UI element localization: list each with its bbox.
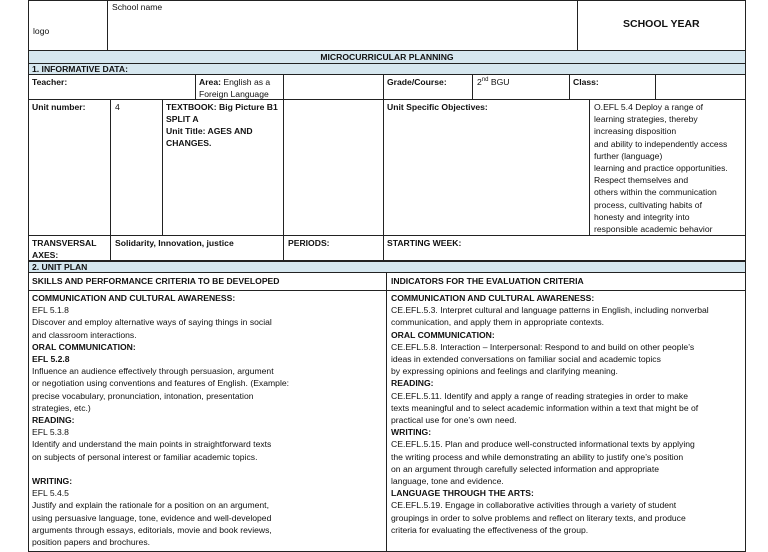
divider xyxy=(28,290,746,291)
unit-number-label: Unit number: xyxy=(32,102,86,112)
skill-line: arguments through essays, editorials, movie and book reviews, xyxy=(32,524,272,535)
unit-number-value: 4 xyxy=(115,102,120,112)
divider xyxy=(110,235,111,261)
unit-title-line2: CHANGES. xyxy=(166,138,212,148)
transversal-label-line2: AXES: xyxy=(32,250,59,260)
divider xyxy=(569,74,570,99)
indicator-line: communication, and apply them in appropriate contexts. xyxy=(391,317,605,328)
skill-line: precise vocabulary, pronunciation, intonation, presentation xyxy=(32,390,254,401)
skill-line: EFL 5.4.5 xyxy=(32,488,69,499)
indicator-line: groupings in order to solve problems and reflect on literary texts, and produce xyxy=(391,512,686,523)
periods-label: PERIODS: xyxy=(288,238,330,248)
divider xyxy=(283,74,284,99)
skill-line: Identify and understand the main points in straightforward texts xyxy=(32,439,272,450)
divider xyxy=(383,74,384,99)
skill-line: position papers and brochures. xyxy=(32,537,151,547)
divider xyxy=(110,99,111,235)
planning-title: MICROCURRICULAR PLANNING xyxy=(320,52,454,62)
divider xyxy=(655,74,656,99)
objective-line: others within the communication xyxy=(594,187,717,198)
skill-line: and classroom interactions. xyxy=(32,329,137,340)
indicators-header: INDICATORS FOR THE EVALUATION CRITERIA xyxy=(391,276,584,286)
logo-placeholder: logo xyxy=(33,26,50,36)
indicator-line: the writing process and while demonstrating an ability to justify one’s position xyxy=(391,451,684,462)
skill-line: COMMUNICATION AND CULTURAL AWARENESS: xyxy=(32,293,236,303)
grade-label: Grade/Course: xyxy=(387,77,447,87)
indicator-line: CE.EFL.5.15. Plan and produce well-constructed informational texts by applying xyxy=(391,439,695,450)
divider xyxy=(283,99,284,235)
textbook-line1: TEXTBOOK: Big Picture B1 xyxy=(166,102,278,112)
indicator-line: by expressing opinions and feelings and clarifying meaning. xyxy=(391,366,618,377)
skill-line: using persuasive language, tone, evidence and well-developed xyxy=(32,512,272,523)
indicator-line: WRITING: xyxy=(391,427,432,438)
divider xyxy=(577,0,578,51)
skill-line: EFL 5.3.8 xyxy=(32,427,69,438)
indicator-line: CE.EFL.5.8. Interaction – Interpersonal: Respond to and build on other people’s xyxy=(391,341,695,352)
transversal-value: Solidarity, Innovation, justice xyxy=(115,238,234,248)
indicator-line: CE.EFL.5.3. Interpret cultural and language patterns in English, including nonverbal xyxy=(391,305,709,316)
indicator-line: LANGUAGE THROUGH THE ARTS: xyxy=(391,488,534,499)
objective-line: learning strategies, thereby xyxy=(594,114,698,125)
indicator-line: CE.EFL.5.11. Identify and apply a range of reading strategies in order to make xyxy=(391,390,688,401)
objective-line: process, cultivating habits of xyxy=(594,199,702,210)
divider xyxy=(383,99,384,235)
skill-line: Influence an audience effectively through persuasion, argument xyxy=(32,366,274,377)
grade-value: 2nd BGU xyxy=(477,77,510,87)
objective-line: increasing disposition xyxy=(594,126,677,137)
skill-line: or negotiation using conventions and features of English. (Example: xyxy=(32,378,290,389)
indicator-line: on an argument through carefully selected information and appropriate xyxy=(391,463,660,474)
skill-line: WRITING: xyxy=(32,476,73,486)
area-label: Area: xyxy=(199,77,221,87)
skill-line: Discover and employ alternative ways of saying things in social xyxy=(32,317,272,328)
objective-line: and ability to independently access xyxy=(594,138,728,149)
section1-title: 1. INFORMATIVE DATA: xyxy=(32,64,128,74)
section2-title: 2. UNIT PLAN xyxy=(32,262,88,272)
skill-line: on subjects of personal interest or familiar academic topics. xyxy=(32,451,258,462)
objective-line: learning and practice opportunities. xyxy=(594,163,728,173)
objective-line: Respect themselves and xyxy=(594,175,689,186)
indicator-line: ORAL COMMUNICATION: xyxy=(391,329,495,340)
school-name-label: School name xyxy=(112,2,163,12)
indicator-line: language, tone and evidence. xyxy=(391,476,504,486)
divider xyxy=(162,99,163,235)
indicator-line: ideas in extended conversations on familiar social and academic topics xyxy=(391,354,661,364)
indicator-line: texts meaningful and to select academic information within a text that might be of xyxy=(391,402,699,413)
school-year-label: SCHOOL YEAR xyxy=(623,18,700,30)
divider xyxy=(195,74,196,99)
teacher-label: Teacher: xyxy=(32,77,68,87)
area-field xyxy=(199,76,270,88)
skills-header: SKILLS AND PERFORMANCE CRITERIA TO BE DEVELOPED xyxy=(32,276,280,286)
indicator-line: COMMUNICATION AND CULTURAL AWARENESS: xyxy=(391,293,595,303)
indicator-line: criteria for evaluating the effectiveness of the group. xyxy=(391,524,589,535)
divider xyxy=(28,99,746,100)
divider xyxy=(107,0,108,51)
unit-title-line1: Unit Title: AGES AND xyxy=(166,126,253,136)
objective-line: O.EFL 5.4 Deploy a range of xyxy=(594,102,704,112)
divider xyxy=(589,99,590,235)
indicator-line: practical use for one’s own need. xyxy=(391,415,517,425)
starting-week-label: STARTING WEEK: xyxy=(387,238,462,248)
area-value: English as a xyxy=(223,77,271,87)
objectives-label: Unit Specific Objectives: xyxy=(387,102,488,112)
divider xyxy=(472,74,473,99)
divider xyxy=(383,235,384,261)
indicator-line: CE.EFL.5.19. Engage in collaborative activities through a variety of student xyxy=(391,500,677,511)
skill-line: Justify and explain the rationale for a position on an argument, xyxy=(32,500,269,511)
area-value-line2: Foreign Language xyxy=(199,89,269,99)
divider xyxy=(386,272,387,552)
class-label: Class: xyxy=(573,77,599,87)
skill-line: strategies, etc.) xyxy=(32,402,91,413)
indicator-line: READING: xyxy=(391,378,434,389)
skill-line: EFL 5.2.8 xyxy=(32,354,70,364)
transversal-label-line1: TRANSVERSAL xyxy=(32,238,97,248)
objective-line: honesty and integrity into xyxy=(594,211,690,222)
objective-line: further (language) xyxy=(594,150,663,161)
skill-line: EFL 5.1.8 xyxy=(32,305,69,316)
divider xyxy=(283,235,284,261)
textbook-line2: SPLIT A xyxy=(166,114,199,124)
skill-line: READING: xyxy=(32,415,75,425)
objective-line: responsible academic behavior xyxy=(594,224,713,234)
skill-line: ORAL COMMUNICATION: xyxy=(32,341,136,352)
